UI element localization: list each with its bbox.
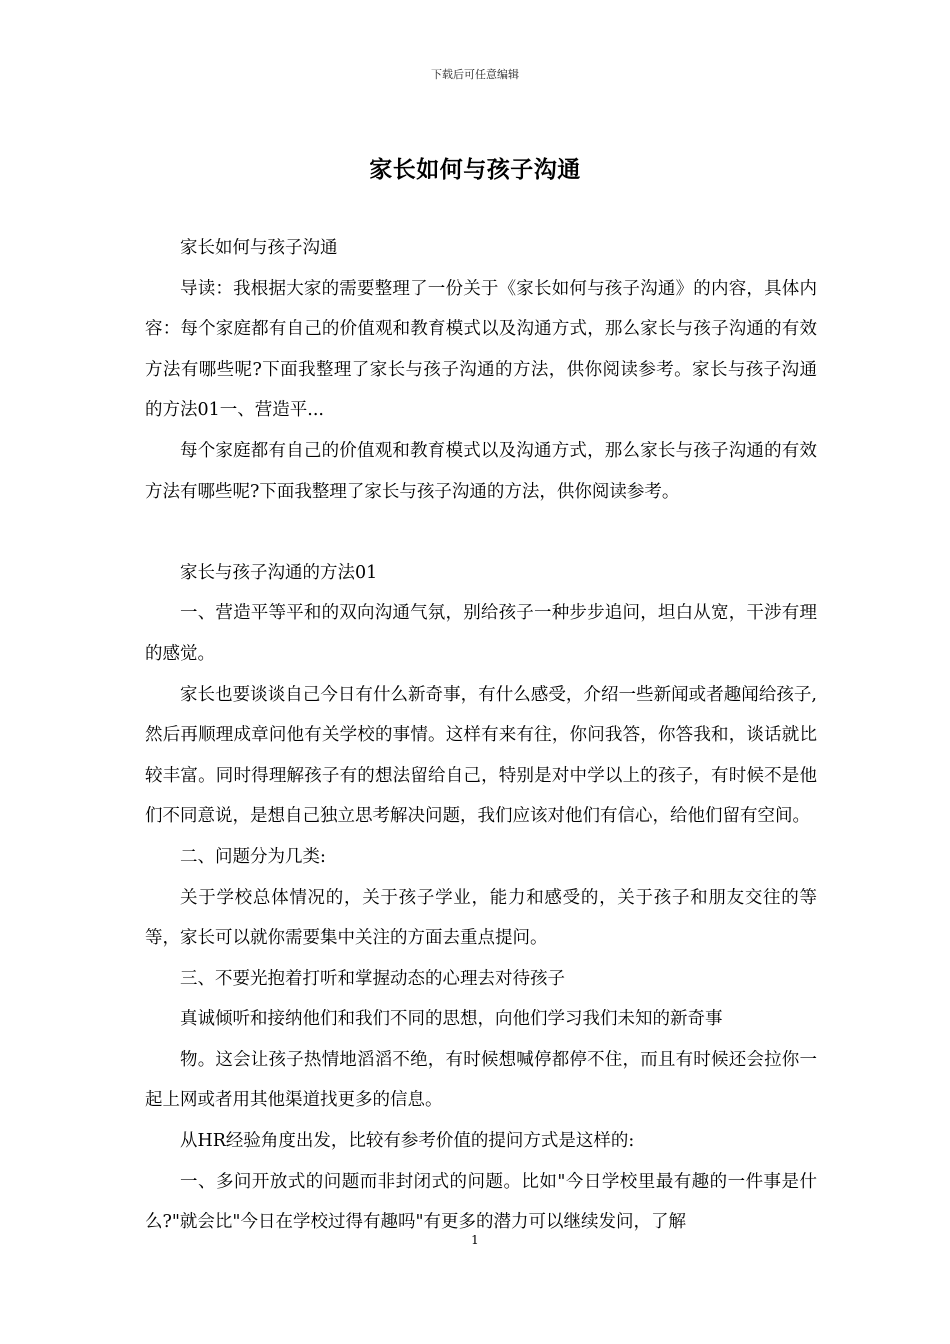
paragraph-hr-perspective: 从HR经验角度出发，比较有参考价值的提问方式是这样的: — [180, 1131, 635, 1152]
paragraph-point-3: 三、不要光抱着打听和掌握动态的心理去对待孩子 — [180, 968, 565, 989]
paragraph-summary: 每个家庭都有自己的价值观和教育模式以及沟通方式，那么家长与孩子沟通的有效方法有哪些呢?下面我整理了家长与孩子沟通的方法，供你阅读参考。 — [145, 440, 817, 502]
paragraph-point-3-detail-a: 真诚倾听和接纳他们和我们不同的思想，向他们学习我们未知的新奇事 — [180, 1009, 723, 1030]
paragraph-subtitle: 家长如何与孩子沟通 — [180, 238, 338, 258]
paragraph-point-2: 二、问题分为几类: — [180, 846, 326, 867]
document-body — [145, 228, 817, 1243]
document-title: 家长如何与孩子沟通 — [369, 156, 581, 183]
paragraph-open-questions: 一、多问开放式的问题而非封闭式的问题。比如"今日学校里最有趣的一件事是什么?"就会比"今日在学校过得有趣吗"有更多的潜力可以继续发问，了解 — [145, 1171, 817, 1233]
paragraph-point-1-detail: 家长也要谈谈自己今日有什么新奇事，有什么感受，介绍一些新闻或者趣闻给孩子,然后再顺理成章问他有关学校的事情。这样有来有往，你问我答，你答我和，谈话就比较丰富。同时得理解孩子有的想法留给自己，特别是对中学以上的孩子，有时候不是他们不同意说，是想自己独立思考解决问题，我们应该对他们有信心，给他们留有空间。 — [145, 684, 817, 827]
section-heading-method-01: 家长与孩子沟通的方法01 — [180, 562, 378, 583]
page-header-note: 下载后可任意编辑 — [431, 68, 519, 81]
paragraph-point-2-detail: 关于学校总体情况的，关于孩子学业，能力和感受的，关于孩子和朋友交往的等等，家长可以就你需要集中关注的方面去重点提问。 — [145, 887, 817, 949]
paragraph-point-1: 一、营造平等平和的双向沟通气氛，别给孩子一种步步追问，坦白从宽，干涉有理的感觉。 — [145, 603, 817, 664]
blank-line — [145, 512, 817, 553]
paragraph-intro: 导读：我根据大家的需要整理了一份关于《家长如何与孩子沟通》的内容，具体内容：每个家庭都有自己的价值观和教育模式以及沟通方式，那么家长与孩子沟通的有效方法有哪些呢?下面我整理了家长与孩子沟通的方法，供你阅读参考。家长与孩子沟通的方法01一、营造平... — [145, 278, 817, 421]
page-number: 1 — [471, 1233, 479, 1247]
paragraph-point-3-detail-b: 物。这会让孩子热情地滔滔不绝，有时候想喊停都停不住，而且有时候还会拉你一起上网或者用其他渠道找更多的信息。 — [145, 1049, 817, 1111]
